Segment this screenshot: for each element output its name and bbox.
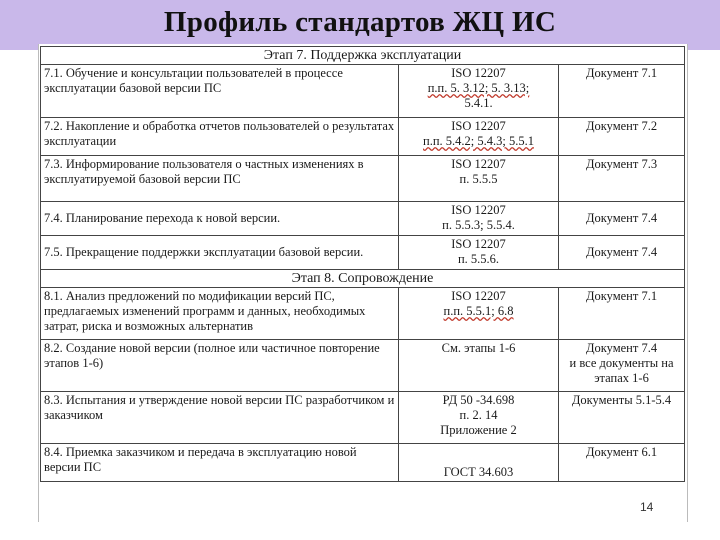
task-cell: 7.2. Накопление и обработка отчетов пользователей о результатах эксплуатации [41, 118, 399, 156]
standard-line: См. этапы 1-6 [441, 341, 516, 355]
task-cell: 8.1. Анализ предложений по модификации версий ПС, предлагаемых изменений программ и данных, необходимых затрат, риска и возможных альтернатив [41, 288, 399, 340]
document-line: Документ 6.1 [585, 445, 658, 459]
standard-cell [399, 444, 559, 482]
table-row [41, 202, 685, 236]
document-cell [559, 444, 685, 482]
standard-line: ГОСТ 34.603 [443, 465, 514, 479]
standard-line: ISO 12207 [451, 289, 506, 303]
stage8-header: Этап 8. Сопровождение [41, 270, 685, 288]
document-cell [559, 340, 685, 392]
standard-line: п.п. 5. 3.12; 5. 3.13; [427, 81, 530, 95]
standard-line: п. 5.5.5 [459, 172, 498, 186]
stage7-header: Этап 7. Поддержка эксплуатации [41, 47, 685, 65]
standard-line: ISO 12207 [451, 66, 506, 80]
standard-cell [399, 202, 559, 236]
standard-line: п. 5.5.6. [457, 252, 500, 266]
task-cell: 7.5. Прекращение поддержки эксплуатации базовой версии. [41, 236, 399, 270]
task-cell: 8.4. Приемка заказчиком и передача в эксплуатацию новой версии ПС [41, 444, 399, 482]
stage-header-row [41, 270, 685, 288]
standard-line: ISO 12207 [451, 203, 506, 217]
slide-title: Профиль стандартов ЖЦ ИС [163, 6, 557, 38]
document-line: Документы 5.1-5.4 [571, 393, 672, 407]
document-cell: Документ 7.4 [559, 202, 685, 236]
standard-cell [399, 340, 559, 392]
standard-line: п. 2. 14 [459, 408, 498, 422]
standard-line: ISO 12207 [451, 237, 506, 251]
standard-cell [399, 236, 559, 270]
standard-line: Приложение 2 [440, 423, 517, 437]
standards-table [40, 46, 685, 482]
standard-line: РД 50 -34.698 [442, 393, 515, 407]
document-line: этапах 1-6 [594, 371, 649, 385]
standard-line: ISO 12207 [451, 119, 506, 133]
page-number: 14 [640, 500, 654, 514]
table-row [41, 444, 685, 482]
document-cell [559, 392, 685, 444]
task-cell: 7.4. Планирование перехода к новой версии. [41, 202, 399, 236]
document-line: и все документы на [569, 356, 674, 370]
task-cell: 8.2. Создание новой версии (полное или частичное повторение этапов 1-6) [41, 340, 399, 392]
table-row [41, 340, 685, 392]
table-row [41, 288, 685, 340]
table-row [41, 65, 685, 118]
table-row [41, 236, 685, 270]
task-cell: 7.3. Информирование пользователя о частных изменениях в эксплуатируемой базовой версии ПС [41, 156, 399, 202]
document-cell: Документ 7.1 [559, 65, 685, 118]
document-line: Документ 7.1 [585, 289, 658, 303]
standard-line: п. 5.5.3; 5.5.4. [442, 218, 515, 232]
standard-line: 5.4.1. [464, 96, 493, 110]
standard-line: ISO 12207 [451, 157, 506, 171]
document-cell: Документ 7.3 [559, 156, 685, 202]
standard-cell [399, 156, 559, 202]
table-row [41, 118, 685, 156]
document-line: Документ 7.4 [585, 341, 658, 355]
task-cell: 7.1. Обучение и консультации пользователей в процессе эксплуатации базовой версии ПС [41, 65, 399, 118]
document-cell [559, 288, 685, 340]
standard-cell [399, 288, 559, 340]
task-cell: 8.3. Испытания и утверждение новой версии ПС разработчиком и заказчиком [41, 392, 399, 444]
standard-cell [399, 65, 559, 118]
document-cell: Документ 7.4 [559, 236, 685, 270]
standard-line: п.п. 5.5.1; 6.8 [443, 304, 514, 318]
standard-cell [399, 118, 559, 156]
table-row [41, 392, 685, 444]
standard-line: п.п. 5.4.2; 5.4.3; 5.5.1 [423, 134, 534, 148]
table-row [41, 156, 685, 202]
standard-cell [399, 392, 559, 444]
document-cell: Документ 7.2 [559, 118, 685, 156]
stage-header-row [41, 47, 685, 65]
